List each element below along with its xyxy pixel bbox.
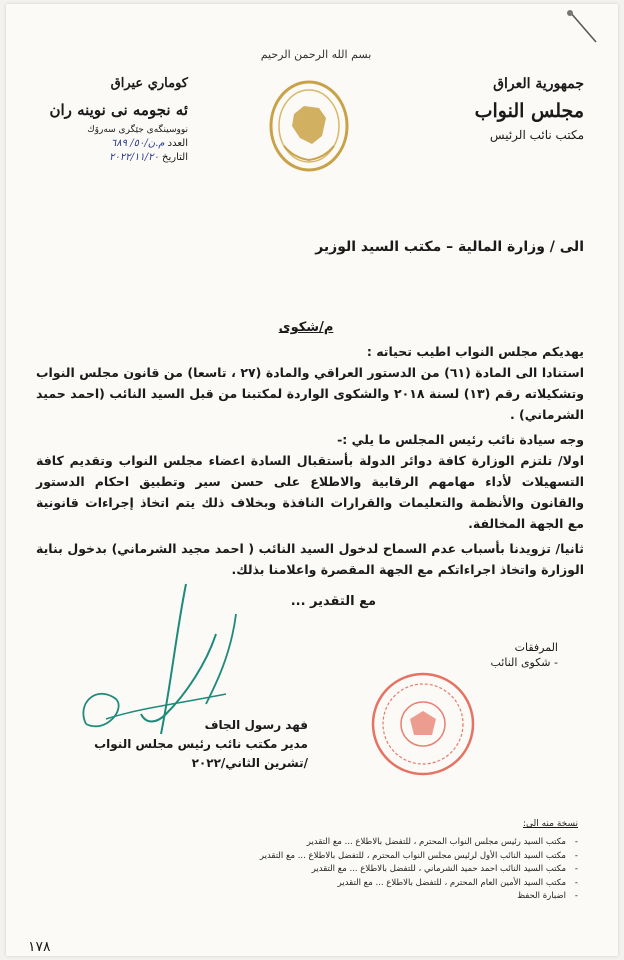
official-stamp-icon xyxy=(368,669,478,779)
directive-line: وجه سيادة نائب رئيس المجلس ما يلي :- xyxy=(337,432,584,447)
pushpin-icon xyxy=(562,8,602,48)
institution-name-kurdish: ئه نجومه نى نوينه ران xyxy=(49,101,188,119)
page-number: ١٧٨ xyxy=(28,939,51,955)
item-second: ثانيا/ تزويدنا بأسباب عدم السماح لدخول السيد النائب ( احمد مجيد الشرماني) بدخول بناية الوزارة واتخاذ اجراءاتكم مع الجهة المقصرة واعلامنا بذلك. xyxy=(36,541,584,577)
copy-recipient: - اضبارة الحفظ xyxy=(118,890,578,904)
closing-phrase: مع التقدير ... xyxy=(290,594,376,609)
country-name-kurdish: كوماري عيراق xyxy=(110,76,188,91)
attachments xyxy=(358,641,558,671)
signatory-title: مدير مكتب نائب رئيس مجلس النواب xyxy=(94,737,308,751)
signature-date: /تشرين الثاني/٢٠٢٢ xyxy=(191,756,308,770)
copy-recipient: - مكتب السيد النائب احمد حميد الشرماني ، للتفضل بالاطلاع ... مع التقدير xyxy=(118,863,578,877)
date-value: ٢٠٢٢/١١/٢٠ xyxy=(109,152,159,163)
copies-title: نسخة منه الى: xyxy=(522,819,578,829)
subject-line: م/شكوى xyxy=(278,320,334,335)
signatory-name: فهد رسول الجاف xyxy=(204,718,308,732)
addressee: الى / وزارة المالية – مكتب السيد الوزير xyxy=(315,239,584,255)
date-label: التاريخ xyxy=(162,152,188,163)
item-first: اولا/ تلتزم الوزارة كافة دوائر الدولة بأستقبال السادة اعضاء مجلس النواب وتقديم كافة التسهيلات لأداء مهامهم الرقابية والاطلاع على حسن سير وتطبيق احكام الدستور والقانون والأنظمة والتعليمات والقرارات النافذة وبخلاف ذلك يتم اتخاذ إجراءات قانونية مع الجهة المخالفة. xyxy=(36,453,584,531)
letter-page xyxy=(6,4,618,956)
number-value: م.ن/٥٠/ ٦٨٩ xyxy=(110,138,165,149)
parliament-seal-icon xyxy=(264,76,354,176)
signature-block xyxy=(48,716,308,773)
paragraph-legal-basis: استنادا الى المادة (٦١) من الدستور العراقي والمادة (٢٧ ، تاسعا) من قانون مجلس النواب وتشكيلاته رقم (١٣) لسنة ٢٠١٨ والشكوى الواردة لمكتبنا من قبل السيد النائب (احمد حميد الشرماني) . xyxy=(36,365,585,422)
institution-name: مجلس النواب xyxy=(474,100,584,122)
letter-body xyxy=(36,341,584,580)
letterhead-right xyxy=(404,76,584,142)
greeting: يهديكم مجلس النواب اطيب تحياته : xyxy=(366,344,584,359)
attachments-title: المرفقات xyxy=(514,641,558,654)
copy-recipient: - مكتب السيد الأمين العام المحترم ، للتفضل بالاطلاع ... مع التقدير xyxy=(118,877,578,891)
office-name: مكتب نائب الرئيس xyxy=(489,128,584,142)
attachment-item: - شكوى النائب xyxy=(490,656,558,669)
number-label: العدد xyxy=(167,138,188,149)
reference-number xyxy=(28,138,188,149)
letterhead-left xyxy=(28,76,188,163)
copies-list xyxy=(118,836,578,904)
office-name-kurdish: نووسينگەی جێگری سەرۆك xyxy=(87,125,188,135)
copy-recipient: - مكتب السيد رئيس مجلس النواب المحترم ، للتفضل بالاطلاع ... مع التقدير xyxy=(118,836,578,850)
copy-recipient: - مكتب السيد النائب الأول لرئيس مجلس النواب المحترم ، للتفضل بالاطلاع ... مع التقدير xyxy=(118,850,578,864)
reference-date xyxy=(28,152,188,163)
basmala: بسم الله الرحمن الرحيم xyxy=(260,48,372,61)
country-name: جمهورية العراق xyxy=(493,76,584,92)
